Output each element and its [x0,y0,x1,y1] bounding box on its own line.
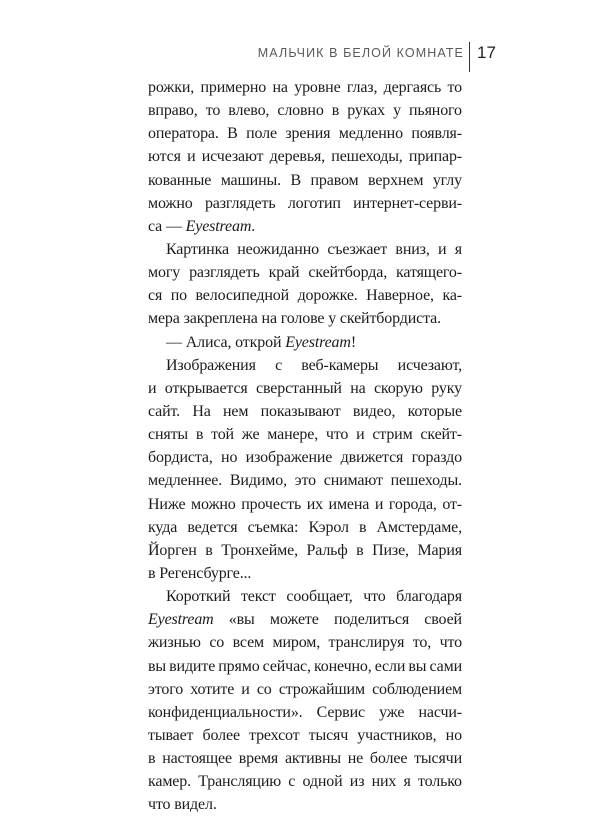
text-line [148,770,462,793]
word: примерно [200,79,267,96]
word: и [187,148,196,166]
word: имена [328,495,370,513]
word: можно [191,495,236,513]
word: только [417,773,462,791]
text-line: в Регенсбурге... [148,564,252,582]
word: текст [240,588,276,606]
word: трехсот [249,726,300,744]
text-line: — Алиса, открой Eyestream! [166,333,356,351]
word: кованные [148,171,212,189]
word: транслируя [328,634,405,652]
word: что [325,426,349,444]
word: участников, [357,726,437,744]
text-line [148,516,462,539]
word: время [238,750,279,768]
word: руках [347,102,385,120]
word: пешеходы, [331,148,403,166]
word: сверстанный [256,379,342,397]
text-line [148,400,462,423]
word: исчезают, [397,356,462,374]
word: разглядеть [204,194,276,212]
word: влево, [228,102,270,120]
word: катящего- [396,264,462,282]
word: с [275,356,283,374]
text-line: мера закреплена на голове у скейтбордиста. [148,310,441,328]
word: своей [424,611,462,629]
word: ся [148,287,163,305]
word: веб-камеры [301,356,379,374]
text-line [148,284,462,307]
word: ются [148,148,181,166]
body-text [148,76,462,817]
word: велосипедной [195,287,290,305]
word: и [241,680,250,698]
word: стрим [372,426,413,444]
word: же [241,426,260,444]
word: глаз, [346,79,378,96]
text-line [148,655,462,678]
word: ка- [442,287,462,305]
word: из [349,773,365,791]
word: движется [340,449,404,467]
word: гораздо [411,449,462,467]
word: более [202,726,240,744]
text-line [148,747,462,770]
header-divider [469,42,470,72]
word: машины. [220,171,281,189]
word: и [148,379,157,397]
brand-name: Eyestream [185,217,252,235]
word: со [256,680,272,698]
word: зрения [285,125,331,143]
word: с [288,773,296,791]
word: сами [429,657,462,675]
word: снимают [323,472,383,490]
brand-name: Eyestream [148,611,214,629]
word: логотип [287,194,341,212]
word: пьяного [409,102,462,120]
word: я [454,240,462,258]
running-header [0,42,600,72]
word: съезжает [327,240,388,258]
text-line [148,192,462,215]
word: правом [310,171,359,189]
word: поделиться [333,611,410,629]
word: более [369,750,408,768]
word: сняты [148,426,189,444]
word: насчи- [418,703,462,721]
word: сейчас, [262,657,311,675]
text-line [148,169,462,192]
word: хотите [190,680,235,698]
text-line [148,446,462,469]
word: тысяч [308,726,349,744]
word: дорожке. [297,287,358,305]
running-title: МАЛЬЧИК В БЕЛОЙ КОМНАТЕ [257,46,464,60]
word: скейт- [420,426,462,444]
word: жизнью [148,634,201,652]
word: вправо, [148,102,198,120]
word: и [374,495,384,513]
word: верхнем [368,171,424,189]
word: по [170,287,187,305]
word: интернет-серви- [353,194,462,212]
word: можно [148,194,193,212]
word: Тронхейме, [221,541,298,559]
word: медленнее. [148,472,223,490]
word: Короткий [166,588,231,606]
word: Изображения [166,356,256,374]
word: что [363,588,386,606]
word: можете [269,611,319,629]
text-line [148,493,462,516]
word: и [356,426,365,444]
text-line [148,261,462,284]
word: но [445,726,462,744]
word: рожки, [148,79,195,96]
word: в [195,426,204,444]
word: Сервис [316,703,365,721]
word: неожиданно [237,240,319,258]
text-line: са — Eyestream. [148,217,256,235]
word: видите [169,657,216,675]
word: благодаря [396,588,462,606]
word: разглядеть [189,264,260,282]
word: припар- [408,148,462,166]
word: одной [302,773,343,791]
brand-name: Eyestream [285,333,351,351]
word: Трансляцию [198,773,282,791]
word: всем [232,634,264,652]
word: то [447,79,462,96]
word: активны [284,750,341,768]
word: В [227,125,238,143]
word: но [221,449,238,467]
word: прочесть [241,495,302,513]
word: съемка: [247,518,299,536]
word: со [209,634,225,652]
word: дергаясь [383,79,442,96]
word: этого [148,680,184,698]
word: тысячи [414,750,462,768]
word: углу [432,171,462,189]
word: вниз, [395,240,430,258]
word: ведется [187,518,238,536]
text-line [148,145,462,168]
word: миром, [272,634,321,652]
word: то [205,102,221,120]
word: словно [277,102,324,120]
word: бордиста, [148,449,213,467]
word: «вы [228,611,255,629]
text-line [148,469,462,492]
word: Наверное, [366,287,434,305]
word: оператора. [148,125,219,143]
word: пешеходы. [390,472,462,490]
word: В [290,171,301,189]
text-line [148,701,462,724]
text-line [148,724,462,747]
word: это [294,472,316,490]
word: которые [407,402,462,420]
text-line [148,678,462,701]
text-line [148,585,462,608]
text-line: что видел. [148,796,217,814]
text-line [148,238,462,261]
word: их [306,495,323,513]
word: конфиденциальности». [148,703,303,721]
word: исчезают [201,148,264,166]
word: тывает [148,726,194,744]
word: вы [408,657,427,675]
word: в [358,518,367,536]
word: в [331,102,340,120]
word: строжайшим [278,680,365,698]
word: на [272,79,288,96]
text-line [148,631,462,654]
word: в [148,750,156,768]
word: На [192,402,211,420]
text-line [148,608,462,631]
word: куда [148,518,178,536]
word: Ниже [148,495,186,513]
word: камер. [148,773,191,791]
word: той [211,426,234,444]
word: прямо [218,657,260,675]
word: Амстердаме, [376,518,462,536]
word: показывают [260,402,341,420]
word: изображение [245,449,333,467]
word: если [374,657,406,675]
word: и [438,240,447,258]
word: у [393,102,401,120]
text-line [148,539,462,562]
word: могу [148,264,181,282]
word: нем [222,402,249,420]
word: открывается [164,379,248,397]
word: в [356,541,364,559]
text-line [148,99,462,122]
word: поле [246,125,277,143]
word: соблюдением [372,680,462,698]
word: от- [442,495,462,513]
word: Йорген [148,541,197,559]
word: край [268,264,300,282]
word: руку [431,379,462,397]
word: сайт. [148,402,181,420]
text-line [148,377,462,400]
word: настоящее [162,750,232,768]
word: видео, [352,402,396,420]
word: что [439,634,462,652]
text-line [148,423,462,446]
word: деревья, [269,148,326,166]
text-line [148,354,462,377]
word: я [403,773,411,791]
word: сообщает, [286,588,353,606]
word: уже [379,703,405,721]
text-line [148,76,462,99]
word: на [350,379,366,397]
word: Ральф [306,541,348,559]
text-line [148,122,462,145]
word: Мария [417,541,462,559]
word: скейтборда, [308,264,388,282]
word: скорую [373,379,423,397]
word: Видимо, [229,472,287,490]
word: Кэрол [308,518,349,536]
word: вы [148,657,167,675]
word: не [347,750,364,768]
word: города, [388,495,437,513]
word: появля- [411,125,462,143]
word: уровне [294,79,341,96]
word: то, [412,634,432,652]
word: Пизе, [372,541,409,559]
word: в [205,541,213,559]
word: конечно, [313,657,372,675]
word: манере, [267,426,319,444]
word: Картинка [166,240,229,258]
word: медленно [338,125,403,143]
word: них [371,773,397,791]
page-number: 17 [477,43,496,62]
